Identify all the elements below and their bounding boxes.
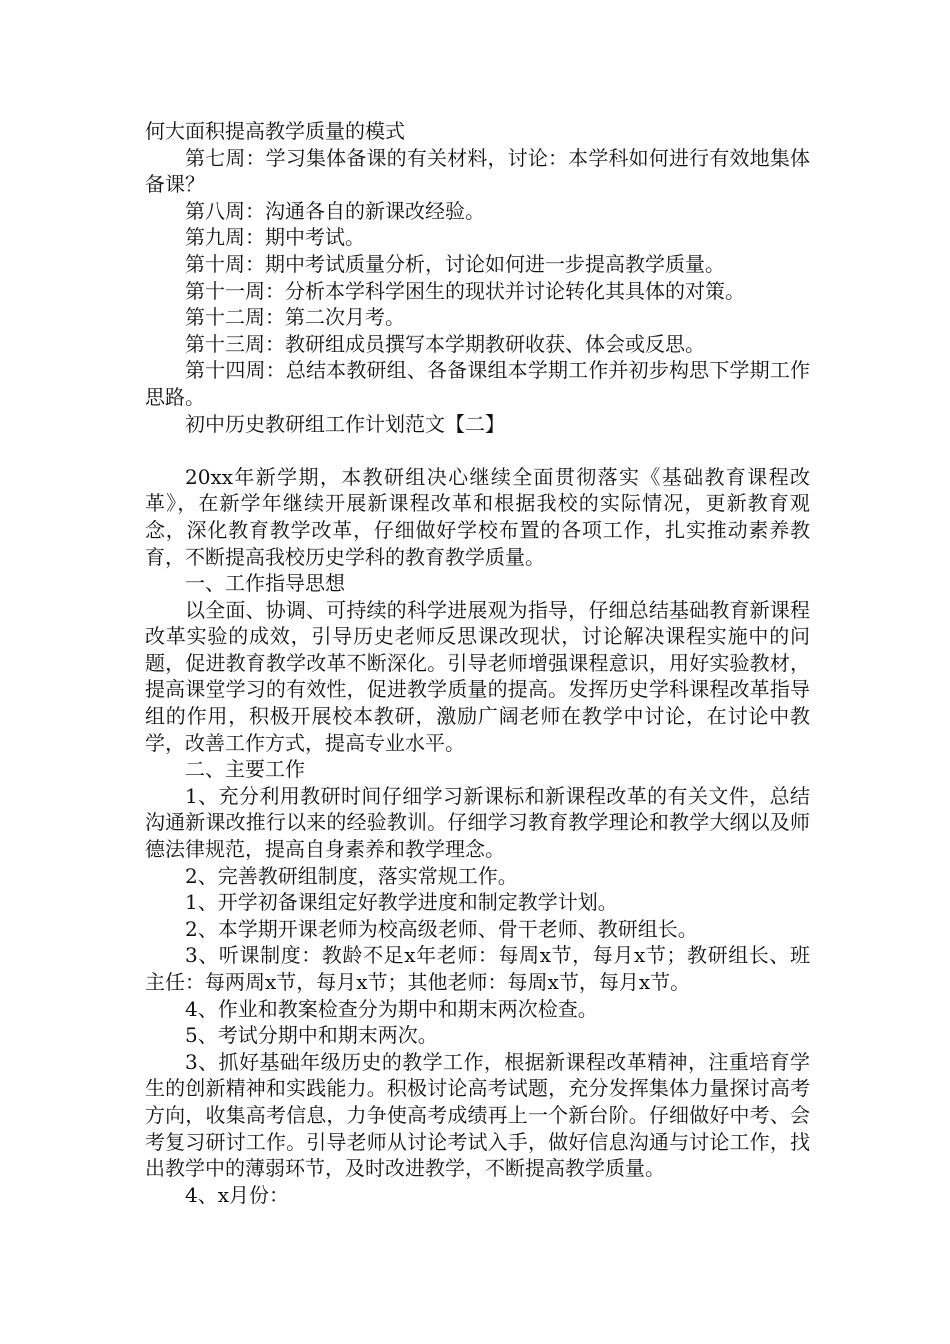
blank-line: [145, 437, 810, 464]
paragraph-item: 2、完善教研组制度，落实常规工作。: [185, 863, 518, 888]
heading-main-work: 二、主要工作: [185, 757, 305, 782]
paragraph-week-9: 第九周：期中考试。: [185, 225, 365, 250]
paragraph-week-7: 第七周：学习集体备课的有关材料，讨论：本学科如何进行有效地集体备课？: [145, 145, 810, 197]
paragraph-week-10: 第十周：期中考试质量分析，讨论如何进一步提高教学质量。: [185, 251, 725, 276]
heading-guiding-thought: 一、工作指导思想: [185, 571, 345, 596]
paragraph-week-12: 第十二周：第二次月考。: [185, 305, 405, 330]
paragraph-intro: 20xx年新学期，本教研组决心继续全面贯彻落实《基础教育课程改革》，在新学年继续开展新课程改革和根据我校的实际情况，更新教育观念，深化教育教学改革，仔细做好学校布置的各项工作，扎实推动素养教育，不断提高我校历史学科的教育教学质量。: [145, 464, 810, 569]
paragraph-item: 4、作业和教案检查分为期中和期末两次检查。: [185, 996, 598, 1021]
paragraph-item: 4、x月份：: [185, 1182, 290, 1207]
paragraph-item: 2、本学期开课老师为校高级老师、骨干老师、教研组长。: [185, 916, 698, 941]
paragraph-week-8: 第八周：沟通各自的新课改经验。: [185, 198, 485, 223]
paragraph-item: 1、开学初备课组定好教学进度和制定教学计划。: [185, 890, 618, 915]
section-heading: 初中历史教研组工作计划范文【二】: [185, 411, 505, 436]
paragraph-week-11: 第十一周：分析本学科学困生的现状并讨论转化其具体的对策。: [185, 278, 745, 303]
paragraph-item: 3、听课制度：教龄不足x年老师：每周x节，每月x节；教研组长、班主任：每两周x节，每月x节；其他老师：每周x节，每月x节。: [145, 943, 810, 994]
document-body: [145, 118, 810, 1208]
paragraph-item: 5、考试分期中和期末两次。: [185, 1023, 438, 1048]
paragraph-item: 3、抓好基础年级历史的教学工作，根据新课程改革精神，注重培育学生的创新精神和实践能力。积极讨论高考试题，充分发挥集体力量探讨高考方向，收集高考信息，力争使高考成绩再上一个新台阶。仔细做好中考、会考复习研讨工作。引导老师从讨论考试入手，做好信息沟通与讨论工作，找出教学中的薄弱环节，及时改进教学，不断提高教学质量。: [145, 1049, 810, 1181]
paragraph-item: 1、充分利用教研时间仔细学习新课标和新课程改革的有关文件，总结沟通新课改推行以来的经验教训。仔细学习教育教学理论和教学大纲以及师德法律规范，提高自身素养和教学理念。: [145, 783, 810, 862]
paragraph-continued: 何大面积提高教学质量的模式: [145, 119, 405, 143]
paragraph-week-13: 第十三周：教研组成员撰写本学期教研收获、体会或反思。: [185, 331, 705, 356]
paragraph-week-14: 第十四周：总结本教研组、各备课组本学期工作并初步构思下学期工作思路。: [145, 358, 810, 409]
paragraph-guiding-thought: 以全面、协调、可持续的科学进展观为指导，仔细总结基础教育新课程改革实验的成效，引导历史老师反思课改现状，讨论解决课程实施中的问题，促进教育教学改革不断深化。引导老师增强课程意识，用好实验教材，提高课堂学习的有效性，促进教学质量的提高。发挥历史学科课程改革指导组的作用，积极开展校本教研，激励广阔老师在教学中讨论，在讨论中教学，改善工作方式，提高专业水平。: [145, 597, 810, 755]
